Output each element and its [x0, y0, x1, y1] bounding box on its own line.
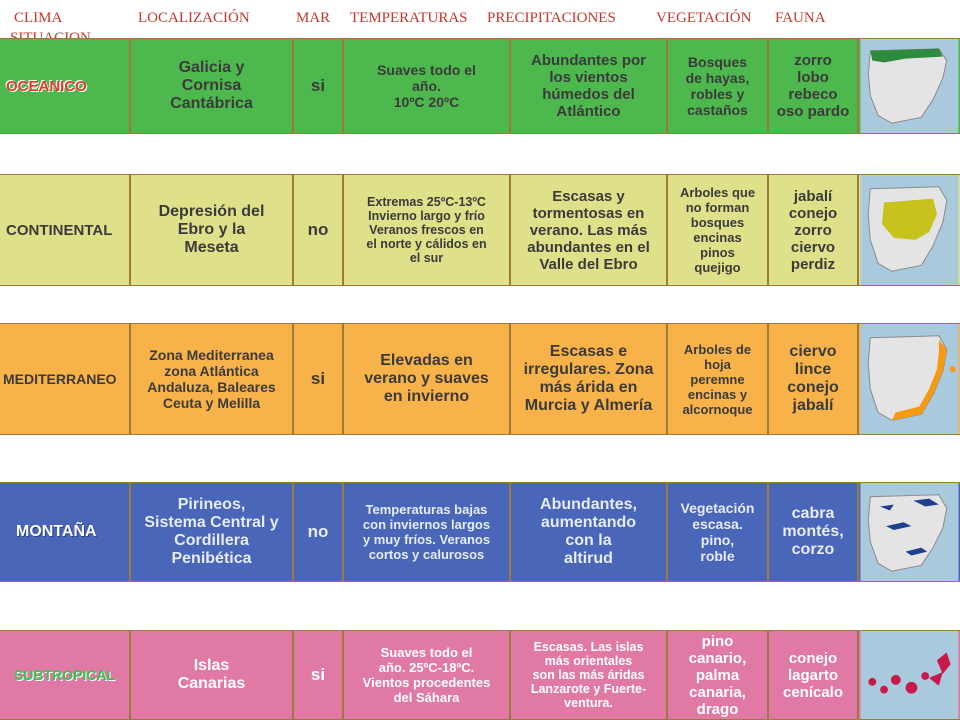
header-clima: CLIMA: [14, 10, 63, 26]
temperaturas-text: Suaves todo el año. 25ºC-18ºC. Vientos procedentes del Sáhara: [362, 645, 491, 705]
cell-clima: [0, 39, 131, 133]
cell-precipitaciones: [511, 39, 668, 133]
clima-label: MONTAÑA: [16, 523, 97, 540]
cell-precipitaciones: [511, 631, 668, 719]
fauna-text: ciervo lince conejo jabalí: [787, 343, 839, 414]
header-localizacion: LOCALIZACIÓN: [138, 10, 250, 26]
cell-fauna: [769, 483, 859, 581]
cell-localizacion: [131, 483, 294, 581]
cell-temperaturas: [344, 324, 511, 434]
cell-mar: [294, 175, 344, 285]
cell-localizacion: [131, 631, 294, 719]
cell-temperaturas: [344, 175, 511, 285]
cell-clima: [0, 324, 131, 434]
cell-fauna: [769, 324, 859, 434]
cell-mar: [294, 324, 344, 434]
cell-localizacion: [131, 39, 294, 133]
temperaturas-text: Temperaturas bajas con inviernos largos y muy fríos. Veranos cortos y calurosos: [362, 502, 491, 562]
climate-row-oceanico: [0, 38, 960, 134]
localizacion-text: Zona Mediterranea zona Atlántica Andaluza, Baleares Ceuta y Melilla: [147, 347, 276, 411]
mar-text: no: [307, 220, 329, 239]
spain-map-interior-icon: [859, 175, 960, 285]
cell-precipitaciones: [511, 175, 668, 285]
cell-vegetacion: [668, 483, 769, 581]
cell-localizacion: [131, 175, 294, 285]
cell-clima: [0, 175, 131, 285]
cell-vegetacion: [668, 39, 769, 133]
spain-map-north-icon: [859, 39, 960, 133]
header-temperaturas: TEMPERATURAS: [350, 10, 468, 26]
mar-text: no: [307, 522, 329, 541]
cell-mar: [294, 631, 344, 719]
cell-temperaturas: [344, 631, 511, 719]
cell-precipitaciones: [511, 483, 668, 581]
cell-mar: [294, 39, 344, 133]
cell-situacion: [859, 483, 960, 581]
table-header: [0, 0, 960, 40]
temperaturas-text: Elevadas en verano y suaves en invierno: [364, 352, 489, 405]
cell-clima: [0, 631, 131, 719]
precipitaciones-text: Escasas y tormentosas en verano. Las más abundantes en el Valle del Ebro: [527, 187, 650, 273]
clima-label: CONTINENTAL: [6, 221, 113, 239]
temperaturas-text: Extremas 25ºC-13ºC Invierno largo y frío Veranos frescos en el norte y cálidos en el sur: [366, 195, 487, 265]
climate-row-montana: [0, 482, 960, 582]
cell-mar: [294, 483, 344, 581]
clima-label: OCEANICO: [6, 77, 87, 95]
header-mar: MAR: [296, 10, 331, 26]
cell-situacion: [859, 631, 960, 719]
header-fauna: FAUNA: [775, 10, 826, 26]
climate-row-continental: [0, 174, 960, 286]
localizacion-text: Islas Canarias: [177, 657, 246, 692]
cell-fauna: [769, 175, 859, 285]
fauna-text: cabra montés, corzo: [782, 505, 844, 558]
canary-islands-map-icon: [859, 631, 960, 719]
mar-text: si: [310, 369, 326, 388]
cell-localizacion: [131, 324, 294, 434]
cell-vegetacion: [668, 631, 769, 719]
cell-vegetacion: [668, 324, 769, 434]
cell-situacion: [859, 39, 960, 133]
fauna-text: jabalí conejo zorro ciervo perdiz: [788, 187, 838, 273]
cell-vegetacion: [668, 175, 769, 285]
precipitaciones-text: Abundantes, aumentando con la altirud: [540, 496, 637, 567]
precipitaciones-text: Escasas. Las islas más orientales son las más áridas Lanzarote y Fuerte- ventura.: [530, 640, 647, 710]
cell-clima: [0, 483, 131, 581]
spain-map-mediterranean-coast-icon: [859, 324, 960, 434]
cell-fauna: [769, 631, 859, 719]
vegetacion-text: Arboles de hoja peremne encinas y alcornoque: [682, 341, 753, 417]
vegetacion-text: pino canario, palma canaria, drago: [688, 632, 747, 718]
clima-label: MEDITERRANEO: [3, 371, 117, 387]
cell-temperaturas: [344, 483, 511, 581]
climate-row-subtropical: [0, 630, 960, 720]
localizacion-text: Depresión del Ebro y la Meseta: [158, 203, 265, 256]
mar-text: si: [310, 665, 326, 684]
vegetacion-text: Vegetación escasa. pino, roble: [680, 500, 755, 564]
header-vegetacion: VEGETACIÓN: [656, 10, 752, 26]
cell-situacion: [859, 324, 960, 434]
fauna-text: zorro lobo rebeco oso pardo: [776, 52, 850, 120]
temperaturas-text: Suaves todo el año. 10ºC 20ºC: [377, 62, 476, 110]
precipitaciones-text: Escasas e irregulares. Zona más árida en Murcia y Almería: [523, 343, 654, 414]
fauna-text: conejo lagarto cenícalo: [782, 649, 844, 701]
cell-temperaturas: [344, 39, 511, 133]
vegetacion-text: Arboles que no forman bosques encinas pinos quejigo: [679, 185, 756, 275]
cell-precipitaciones: [511, 324, 668, 434]
cell-situacion: [859, 175, 960, 285]
localizacion-text: Galicia y Cornisa Cantábrica: [170, 59, 253, 112]
header-precipitaciones: PRECIPITACIONES: [487, 10, 616, 26]
mar-text: si: [310, 76, 326, 95]
cell-fauna: [769, 39, 859, 133]
precipitaciones-text: Abundantes por los vientos húmedos del Atlántico: [531, 52, 646, 120]
vegetacion-text: Bosques de hayas, robles y castaños: [685, 54, 750, 118]
localizacion-text: Pirineos, Sistema Central y Cordillera Penibética: [144, 496, 279, 567]
climate-row-mediterraneo: [0, 323, 960, 435]
clima-label: SUBTROPICAL: [14, 667, 116, 683]
spain-map-mountains-icon: [859, 483, 960, 581]
